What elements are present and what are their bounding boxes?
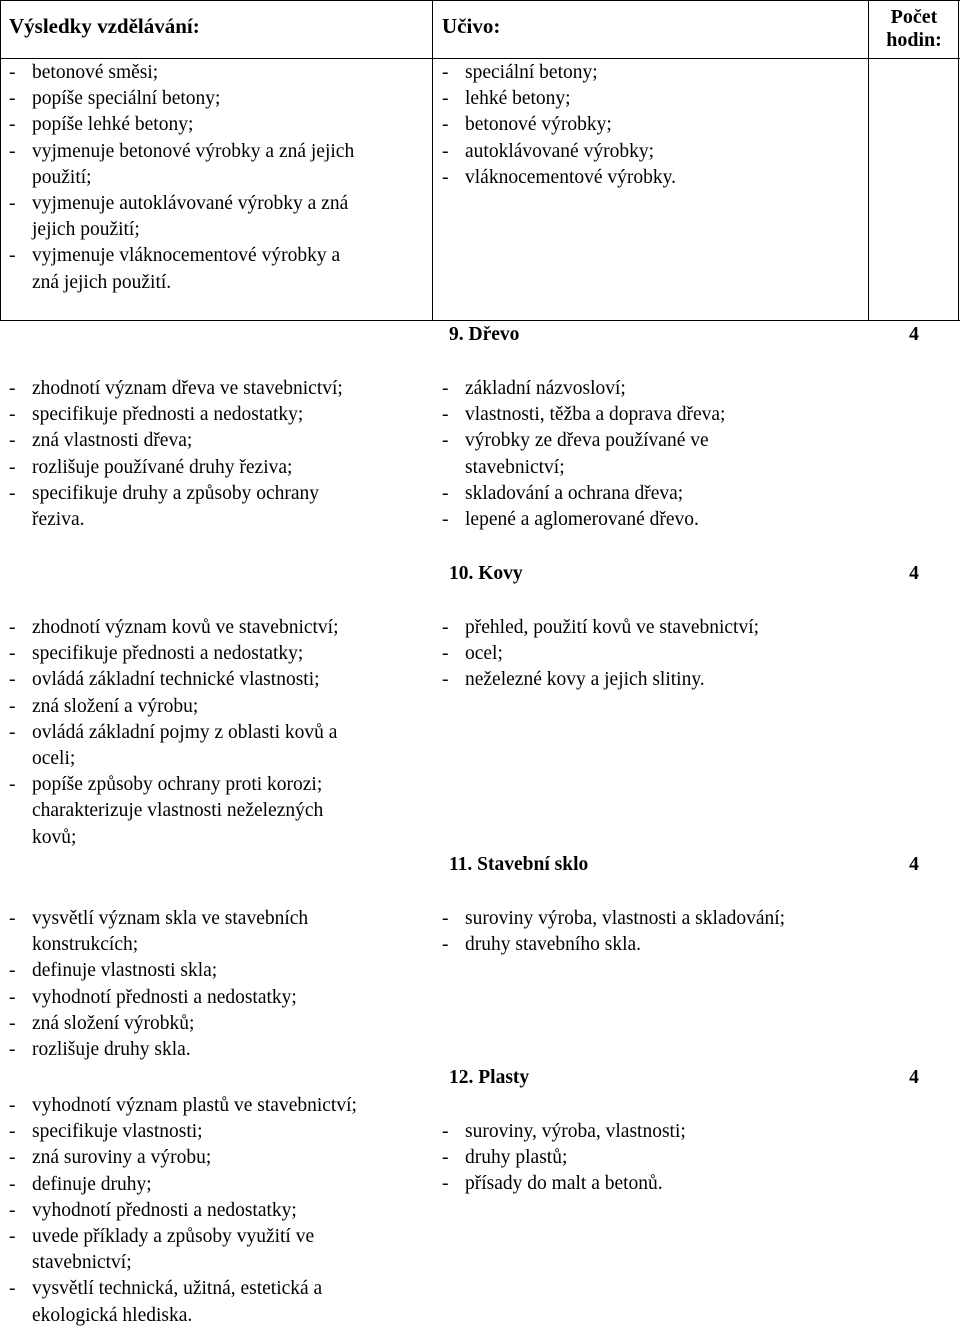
content-item	[442, 402, 725, 428]
content-item-text: skladování a ochrana dřeva;	[465, 482, 684, 504]
outcome-item-text: popíše speciální betony;	[32, 88, 221, 110]
content-item-text: lehké betony;	[465, 88, 571, 110]
bullet-dash: -	[442, 1121, 449, 1142]
content-item-text: ocel;	[465, 643, 503, 665]
content-item	[442, 481, 725, 507]
outcome-item	[9, 481, 343, 507]
outcome-item-text: betonové směsi;	[32, 62, 159, 83]
content-item-text: přehled, použití kovů ve stavebnictví;	[465, 617, 760, 638]
content-item-continuation: stavebnictví;	[465, 456, 565, 478]
outcome-item-text: specifikuje přednosti a nedostatky;	[32, 643, 304, 665]
outcome-item	[9, 428, 343, 454]
outcome-item	[9, 1224, 357, 1250]
outcome-item-continuation: řeziva.	[32, 509, 85, 531]
header-outcomes: Výsledky vzdělávání:	[9, 14, 200, 38]
hours-count: 4	[909, 854, 919, 875]
hours-count: 4	[909, 1067, 919, 1088]
outcome-item-text: zná vlastnosti dřeva;	[32, 430, 193, 452]
outcome-item	[9, 906, 308, 932]
outcome-item	[9, 615, 339, 641]
bullet-dash: -	[9, 986, 16, 1008]
bullet-dash: -	[9, 88, 16, 110]
outcome-item-text: vysvětlí technická, užitná, estetická a	[32, 1278, 323, 1300]
outcome-item	[9, 772, 339, 798]
outcome-item	[9, 112, 354, 138]
outcome-item-text: rozlišuje používané druhy řeziva;	[32, 456, 293, 478]
bullet-dash: -	[9, 617, 16, 638]
bullet-dash: -	[442, 140, 449, 162]
outcome-item-continuation: kovů;	[32, 826, 77, 848]
outcomes-list	[9, 906, 308, 1063]
outcomes-list	[9, 615, 339, 851]
content-item-text: lepené a aglomerované dřevo.	[465, 509, 699, 531]
header-hours	[870, 6, 958, 52]
outcome-item	[9, 1011, 308, 1037]
content-item-text: suroviny výroba, vlastnosti a skladování;	[465, 908, 786, 929]
col-divider-3	[868, 0, 869, 320]
content-item	[442, 165, 676, 191]
bullet-dash: -	[442, 430, 449, 452]
content-item-text: vlastnosti, těžba a doprava dřeva;	[465, 404, 726, 426]
first-section-divider	[0, 320, 960, 321]
outcome-item	[9, 402, 343, 428]
bullet-dash: -	[9, 140, 16, 162]
outcome-item	[9, 243, 354, 269]
content-item	[442, 667, 759, 693]
outcome-item-text: definuje druhy;	[32, 1173, 152, 1195]
content-item	[442, 139, 676, 165]
bullet-dash: -	[9, 62, 16, 83]
bullet-dash: -	[9, 1147, 16, 1169]
content-item-text: speciální betony;	[465, 62, 598, 83]
outcomes-list	[9, 376, 343, 533]
outcome-item	[9, 139, 354, 165]
content-item	[442, 641, 759, 667]
bullet-dash: -	[442, 482, 449, 504]
outcome-item-continuation: jejich použití;	[32, 219, 140, 241]
content-item-text: základní názvosloví;	[465, 378, 626, 399]
bullet-dash: -	[442, 404, 449, 426]
bullet-dash: -	[9, 114, 16, 136]
content-item	[442, 376, 725, 402]
outcome-item-continuation: zná jejich použití.	[32, 271, 172, 293]
outcome-item	[9, 1119, 357, 1145]
bullet-dash: -	[9, 456, 16, 478]
outcome-item-text: zhodnotí význam kovů ve stavebnictví;	[32, 617, 339, 638]
outcome-item-continuation: oceli;	[32, 748, 76, 770]
bullet-dash: -	[9, 721, 16, 743]
bullet-dash: -	[9, 1199, 16, 1221]
outcome-item-text: specifikuje přednosti a nedostatky;	[32, 404, 304, 426]
outcome-item	[9, 60, 354, 86]
bullet-dash: -	[9, 404, 16, 426]
bullet-dash: -	[9, 960, 16, 982]
hours-count: 4	[909, 563, 919, 584]
outcome-item	[9, 86, 354, 112]
content-item	[442, 60, 676, 86]
outcome-item	[9, 1198, 357, 1224]
bullet-dash: -	[9, 695, 16, 717]
bullet-dash: -	[9, 482, 16, 504]
outcome-item-text: ovládá základní pojmy z oblasti kovů a	[32, 721, 338, 743]
outcome-item-text: vyhodnotí přednosti a nedostatky;	[32, 986, 297, 1008]
bullet-dash: -	[9, 908, 16, 929]
outcome-item	[9, 958, 308, 984]
content-item	[442, 86, 676, 112]
content-list	[442, 376, 725, 533]
header-hours-line2: hodin:	[886, 29, 942, 51]
outcome-item-text: vyhodnotí přednosti a nedostatky;	[32, 1199, 297, 1221]
bullet-dash: -	[9, 1095, 16, 1116]
outcome-item-continuation: charakterizuje vlastnosti neželezných	[32, 800, 324, 822]
content-list	[442, 1119, 686, 1198]
content-list	[442, 615, 759, 694]
header-content: Učivo:	[442, 14, 501, 38]
content-item	[442, 906, 785, 932]
outcome-item	[9, 455, 343, 481]
topic-title: 12. Plasty	[449, 1067, 530, 1088]
bullet-dash: -	[442, 1173, 449, 1195]
header-hours-line1: Počet	[890, 6, 938, 28]
outcome-item-text: zná složení výrobků;	[32, 1012, 195, 1034]
topic-title: 11. Stavební sklo	[449, 854, 589, 875]
content-item-text: suroviny, výroba, vlastnosti;	[465, 1121, 686, 1142]
outcome-item	[9, 641, 339, 667]
bullet-dash: -	[9, 1012, 16, 1034]
content-item-text: přísady do malt a betonů.	[465, 1173, 663, 1195]
outcome-item-text: zná složení a výrobu;	[32, 695, 199, 717]
content-item-text: neželezné kovy a jejich slitiny.	[465, 669, 705, 691]
bullet-dash: -	[9, 1226, 16, 1248]
bullet-dash: -	[442, 62, 449, 83]
bullet-dash: -	[442, 617, 449, 638]
topic-title: 10. Kovy	[449, 563, 523, 584]
outcome-item-text: vyjmenuje vláknocementové výrobky a	[32, 245, 341, 267]
content-item	[442, 428, 725, 454]
outcome-item-text: popíše způsoby ochrany proti korozi;	[32, 774, 323, 796]
outcome-item-text: rozlišuje druhy skla.	[32, 1039, 191, 1061]
bullet-dash: -	[442, 669, 449, 691]
bullet-dash: -	[9, 669, 16, 691]
outcome-item-text: specifikuje vlastnosti;	[32, 1121, 203, 1143]
col-divider-4	[958, 0, 959, 320]
outcome-item-continuation: ekologická hlediska.	[32, 1304, 193, 1326]
outcome-item-text: zná suroviny a výrobu;	[32, 1147, 212, 1169]
outcome-item-text: definuje vlastnosti skla;	[32, 960, 218, 982]
content-item-text: vláknocementové výrobky.	[465, 166, 677, 188]
content-item-text: betonové výrobky;	[465, 114, 612, 136]
content-item	[442, 507, 725, 533]
bullet-dash: -	[442, 934, 449, 956]
outcome-item	[9, 985, 308, 1011]
col-divider-1	[0, 0, 1, 320]
outcome-item-text: popíše lehké betony;	[32, 114, 194, 136]
bullet-dash: -	[442, 908, 449, 929]
outcome-item	[9, 1276, 357, 1302]
outcome-item-text: specifikuje druhy a způsoby ochrany	[32, 482, 319, 504]
outcome-item-text: vyjmenuje autoklávované výrobky a zná	[32, 193, 349, 215]
content-list	[442, 60, 676, 191]
bullet-dash: -	[442, 88, 449, 110]
content-item-text: druhy stavebního skla.	[465, 934, 642, 956]
content-item-text: druhy plastů;	[465, 1147, 568, 1169]
bullet-dash: -	[9, 774, 16, 796]
header-divider	[0, 58, 960, 59]
outcomes-list	[9, 60, 354, 296]
bullet-dash: -	[442, 114, 449, 136]
content-item-text: autoklávované výrobky;	[465, 140, 654, 162]
outcome-item	[9, 1093, 357, 1119]
content-item	[442, 1171, 686, 1197]
outcome-item-text: vysvětlí význam skla ve stavebních	[32, 908, 309, 929]
bullet-dash: -	[442, 509, 449, 531]
content-list	[442, 906, 785, 958]
bullet-dash: -	[9, 245, 16, 267]
bullet-dash: -	[9, 1039, 16, 1061]
bullet-dash: -	[442, 643, 449, 665]
table-top-border	[0, 0, 960, 1]
content-item	[442, 932, 785, 958]
hours-count: 4	[909, 324, 919, 345]
bullet-dash: -	[9, 1173, 16, 1195]
bullet-dash: -	[9, 193, 16, 215]
content-item	[442, 615, 759, 641]
outcome-item	[9, 720, 339, 746]
bullet-dash: -	[442, 1147, 449, 1169]
outcome-item	[9, 376, 343, 402]
content-item	[442, 112, 676, 138]
bullet-dash: -	[9, 1121, 16, 1143]
outcome-item-continuation: konstrukcích;	[32, 934, 139, 956]
bullet-dash: -	[9, 430, 16, 452]
outcome-item-text: uvede příklady a způsoby využití ve	[32, 1226, 315, 1248]
outcome-item-text: ovládá základní technické vlastnosti;	[32, 669, 320, 691]
bullet-dash: -	[442, 166, 449, 188]
outcome-item-text: vyjmenuje betonové výrobky a zná jejich	[32, 140, 355, 162]
outcome-item	[9, 191, 354, 217]
bullet-dash: -	[9, 1278, 16, 1300]
bullet-dash: -	[9, 378, 16, 399]
topic-title: 9. Dřevo	[449, 324, 520, 345]
outcome-item	[9, 694, 339, 720]
bullet-dash: -	[442, 378, 449, 399]
content-item	[442, 1119, 686, 1145]
outcome-item-text: zhodnotí význam dřeva ve stavebnictví;	[32, 378, 343, 399]
outcomes-list	[9, 1093, 357, 1329]
outcome-item-continuation: stavebnictví;	[32, 1252, 132, 1274]
outcome-item-text: vyhodnotí význam plastů ve stavebnictví;	[32, 1095, 357, 1116]
outcome-item	[9, 1172, 357, 1198]
outcome-item	[9, 667, 339, 693]
outcome-item	[9, 1037, 308, 1063]
outcome-item	[9, 1145, 357, 1171]
content-item	[442, 1145, 686, 1171]
content-item-text: výrobky ze dřeva používané ve	[465, 430, 709, 452]
bullet-dash: -	[9, 643, 16, 665]
col-divider-2	[432, 0, 433, 320]
outcome-item-continuation: použití;	[32, 166, 92, 188]
